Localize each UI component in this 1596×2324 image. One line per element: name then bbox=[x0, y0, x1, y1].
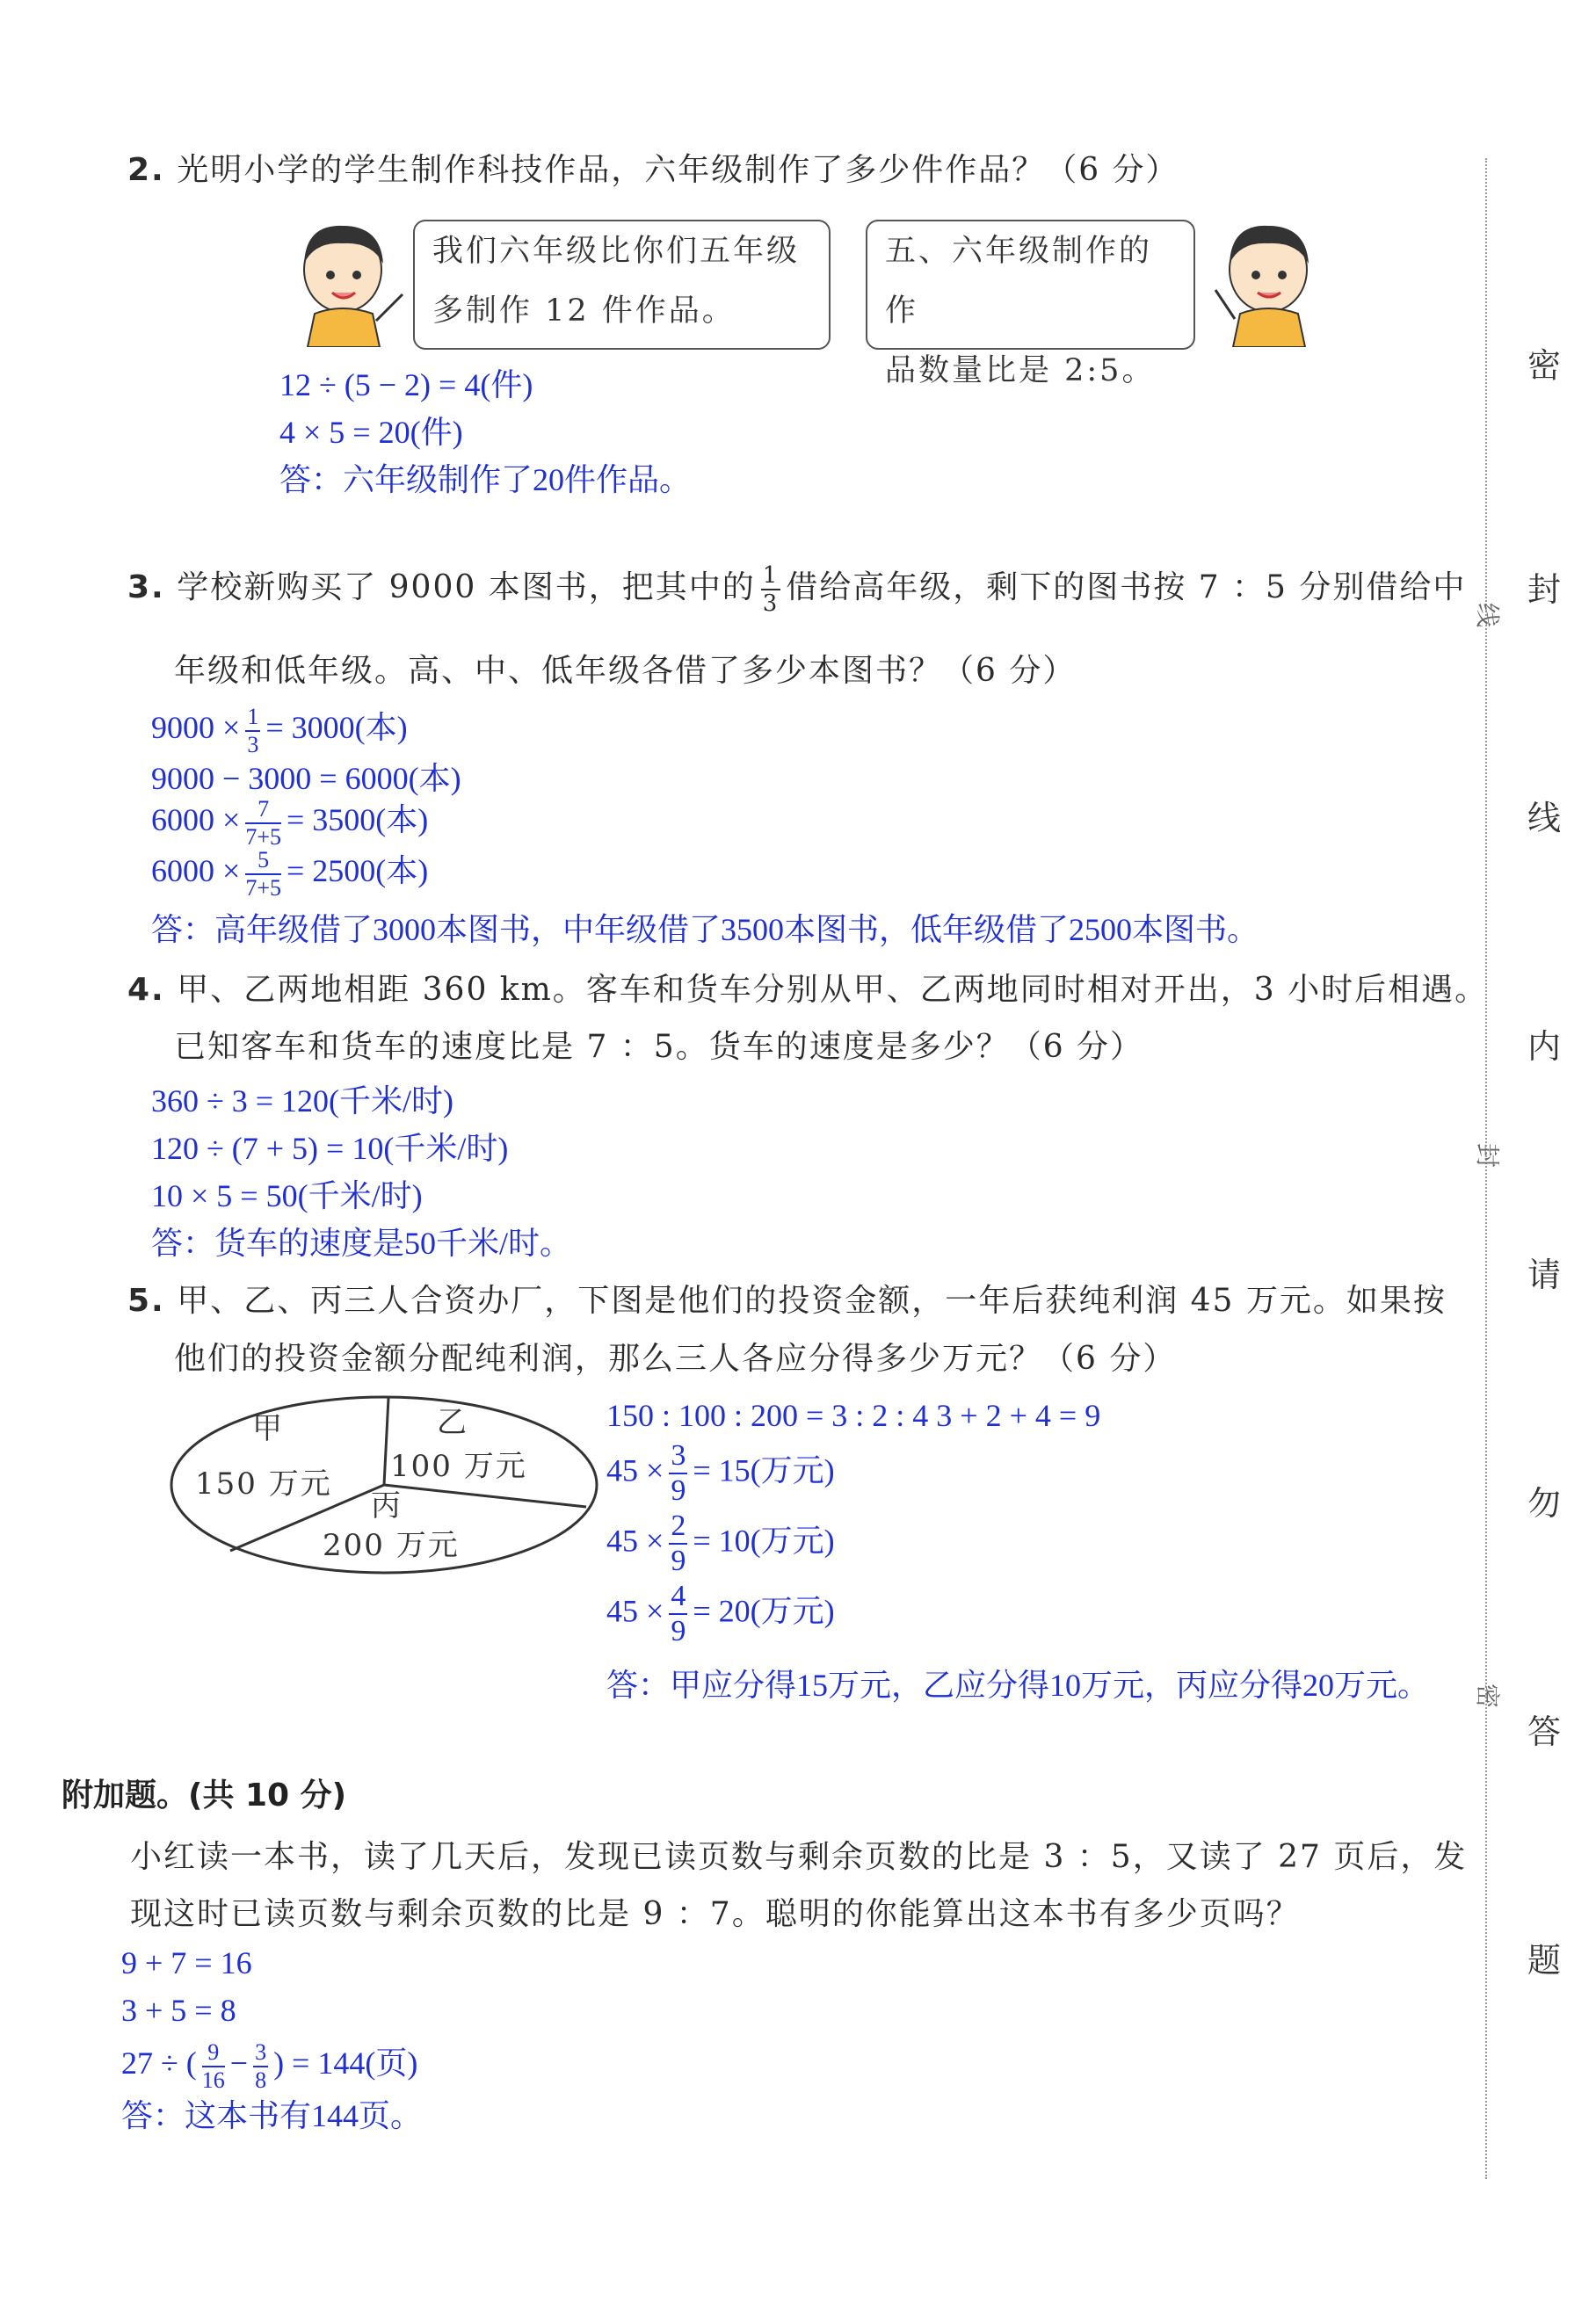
q3-a4-fraction bbox=[245, 846, 281, 901]
q3-answer-line5: 答：高年级借了3000本图书，中年级借了3500本图书，低年级借了2500本图书。 bbox=[151, 912, 1259, 947]
fraction-denominator: 16 bbox=[201, 2067, 225, 2093]
fraction-numerator: 3 bbox=[669, 1441, 687, 1474]
q3-answer-line2: 9000 − 3000 = 6000(本) bbox=[151, 761, 461, 796]
q2-answer-line3: 答：六年级制作了20件作品。 bbox=[279, 462, 692, 497]
bonus-answer-line1: 9 + 7 = 16 bbox=[121, 1945, 252, 1980]
margin-char-7: 答 bbox=[1527, 1712, 1562, 1751]
q5-a2-fraction bbox=[669, 1441, 687, 1506]
fraction-denominator: 9 bbox=[671, 1615, 686, 1647]
q5-answer-line4 bbox=[606, 1582, 835, 1647]
q5-text-line1 bbox=[127, 1276, 1447, 1321]
q3-a3-post: = 3500(本) bbox=[286, 802, 429, 837]
q5-a2-post: = 15(万元) bbox=[693, 1452, 835, 1488]
q4-number: 4. bbox=[127, 972, 165, 1008]
q2-answer-line1: 12 ÷ (5 − 2) = 4(件) bbox=[279, 367, 533, 402]
pie-value-yi: 100 万元 bbox=[390, 1449, 527, 1484]
fraction-denominator: 9 bbox=[671, 1545, 686, 1577]
q3-number: 3. bbox=[127, 569, 165, 605]
bubble-right-line2: 品数量比是 2:5。 bbox=[885, 353, 1156, 388]
bonus-title: 附加题。(共 10 分) bbox=[62, 1777, 347, 1814]
q3-prompt-fraction bbox=[761, 564, 781, 615]
margin-char-2: 封 bbox=[1527, 570, 1562, 609]
fraction-numerator: 1 bbox=[245, 706, 260, 732]
bonus-answer-line3 bbox=[121, 2038, 417, 2092]
q5-text-line2: 他们的投资金额分配纯利润，那么三人各应分得多少万元？（6 分） bbox=[174, 1341, 1177, 1377]
pie-label-yi: 乙 bbox=[437, 1405, 468, 1440]
bonus-a3-fraction2 bbox=[253, 2038, 268, 2093]
q4-answer-line3: 10 × 5 = 50(千米/时) bbox=[151, 1178, 423, 1213]
pie-value-bing: 200 万元 bbox=[323, 1528, 460, 1563]
pie-label-bing: 丙 bbox=[371, 1488, 403, 1524]
q4-text-line1 bbox=[127, 965, 1488, 1010]
pie-label-jia: 甲 bbox=[252, 1411, 284, 1446]
seal-mark-1: 线 bbox=[1473, 602, 1503, 628]
fraction-numerator: 1 bbox=[762, 562, 780, 589]
q5-a4-fraction bbox=[669, 1582, 687, 1647]
margin-char-5: 请 bbox=[1527, 1256, 1562, 1294]
q4-answer-line4: 答：货车的速度是50千米/时。 bbox=[151, 1226, 572, 1261]
fraction-numerator: 9 bbox=[202, 2041, 225, 2067]
q5-answer-line2 bbox=[606, 1441, 835, 1506]
q2-text bbox=[127, 145, 1179, 190]
fraction-denominator: 3 bbox=[247, 731, 259, 757]
q4-answer-line2: 120 ÷ (7 + 5) = 10(千米/时) bbox=[151, 1131, 509, 1166]
q5-a4-post: = 20(万元) bbox=[693, 1593, 835, 1629]
q4-answer-line1: 360 ÷ 3 = 120(千米/时) bbox=[151, 1083, 454, 1119]
q3-a3-fraction bbox=[245, 795, 281, 850]
q3-a1-post: = 3000(本) bbox=[265, 710, 408, 745]
speech-bubble-left bbox=[413, 220, 831, 350]
bonus-answer-line4: 答：这本书有144页。 bbox=[121, 2098, 423, 2133]
q3-text-line1 bbox=[127, 562, 1466, 615]
bubble-left-line1: 我们六年级比你们五年级 bbox=[432, 234, 801, 269]
q5-answer-line5: 答：甲应分得15万元，乙应分得10万元，丙应分得20万元。 bbox=[606, 1668, 1430, 1703]
q3-a3-pre: 6000 × bbox=[151, 802, 241, 837]
fraction-numerator: 2 bbox=[669, 1511, 687, 1545]
q3-answer-line3 bbox=[151, 795, 428, 849]
fraction-denominator: 3 bbox=[762, 590, 780, 617]
bubble-left-line2: 多制作 12 件作品。 bbox=[432, 293, 736, 329]
q4-text-line2: 已知客车和货车的速度比是 7 ：5。货车的速度是多少？（6 分） bbox=[174, 1029, 1144, 1065]
boy-left-illustration bbox=[288, 215, 411, 347]
q3-a4-post: = 2500(本) bbox=[286, 853, 429, 888]
q5-number: 5. bbox=[127, 1283, 165, 1319]
fraction-denominator: 9 bbox=[671, 1474, 686, 1507]
margin-char-8: 题 bbox=[1527, 1941, 1562, 1980]
q3-a1-fraction bbox=[245, 703, 260, 757]
q3-prompt-a: 学校新购买了 9000 本图书，把其中的 bbox=[177, 569, 756, 605]
pie-value-jia: 150 万元 bbox=[195, 1466, 332, 1502]
q2-number: 2. bbox=[127, 152, 165, 188]
q5-a3-post: = 10(万元) bbox=[693, 1523, 835, 1559]
fraction-denominator: 8 bbox=[255, 2067, 267, 2093]
margin-char-6: 勿 bbox=[1527, 1484, 1562, 1523]
q3-answer-line4 bbox=[151, 846, 428, 900]
bonus-a3-fraction1 bbox=[201, 2038, 225, 2093]
bonus-a3-minus: − bbox=[229, 2045, 249, 2081]
q3-answer-line1 bbox=[151, 703, 408, 757]
margin-char-1: 密 bbox=[1527, 346, 1562, 385]
margin-char-4: 内 bbox=[1527, 1027, 1562, 1066]
q5-prompt-a: 甲、乙、丙三人合资办厂，下图是他们的投资金额，一年后获纯利润 45 万元。如果按 bbox=[177, 1283, 1447, 1319]
q5-answer-line1: 150 : 100 : 200 = 3 : 2 : 4 3 + 2 + 4 = 9 bbox=[606, 1398, 1101, 1433]
q3-a4-pre: 6000 × bbox=[151, 853, 241, 888]
fraction-numerator: 7 bbox=[245, 798, 281, 824]
q2-prompt: 光明小学的学生制作科技作品，六年级制作了多少件作品？（6 分） bbox=[177, 152, 1179, 188]
bonus-text-line1: 小红读一本书，读了几天后，发现已读页数与剩余页数的比是 3 ：5，又读了 27 页后，发 bbox=[130, 1839, 1468, 1875]
q3-prompt-b: 借给高年级，剩下的图书按 7 ：5 分别借给中 bbox=[786, 569, 1467, 605]
q3-a1-pre: 9000 × bbox=[151, 710, 241, 745]
fraction-numerator: 4 bbox=[669, 1582, 687, 1615]
bubble-right-line1: 五、六年级制作的作 bbox=[885, 234, 1153, 329]
q5-a4-pre: 45 × bbox=[606, 1593, 664, 1629]
bonus-answer-line2: 3 + 5 = 8 bbox=[121, 1993, 236, 2028]
q2-answer-line2: 4 × 5 = 20(件) bbox=[279, 415, 463, 450]
q5-a3-pre: 45 × bbox=[606, 1523, 664, 1559]
q5-a2-pre: 45 × bbox=[606, 1452, 664, 1488]
boy-right-illustration bbox=[1200, 215, 1331, 347]
bonus-a3-post: ) = 144(页) bbox=[273, 2045, 418, 2081]
bonus-a3-pre: 27 ÷ ( bbox=[121, 2045, 197, 2081]
seal-mark-2: 封 bbox=[1473, 1142, 1503, 1169]
seal-mark-3: 密 bbox=[1473, 1683, 1503, 1709]
seal-dotted-line bbox=[1485, 158, 1487, 2179]
q5-a3-fraction bbox=[669, 1511, 687, 1576]
bonus-text-line2: 现这时已读页数与剩余页数的比是 9 ：7。聪明的你能算出这本书有多少页吗？ bbox=[130, 1896, 1300, 1932]
fraction-numerator: 5 bbox=[245, 849, 281, 875]
speech-bubble-right bbox=[866, 220, 1195, 388]
fraction-denominator: 7+5 bbox=[245, 823, 281, 850]
q4-prompt-a: 甲、乙两地相距 360 km。客车和货车分别从甲、乙两地同时相对开出，3 小时后相遇。 bbox=[177, 972, 1489, 1008]
q3-text-line2: 年级和低年级。高、中、低年级各借了多少本图书？（6 分） bbox=[174, 653, 1077, 689]
q5-answer-line3 bbox=[606, 1511, 835, 1576]
fraction-denominator: 7+5 bbox=[245, 874, 281, 901]
investment-pie-diagram bbox=[169, 1393, 599, 1577]
fraction-numerator: 3 bbox=[253, 2041, 268, 2067]
margin-char-3: 线 bbox=[1527, 799, 1562, 837]
